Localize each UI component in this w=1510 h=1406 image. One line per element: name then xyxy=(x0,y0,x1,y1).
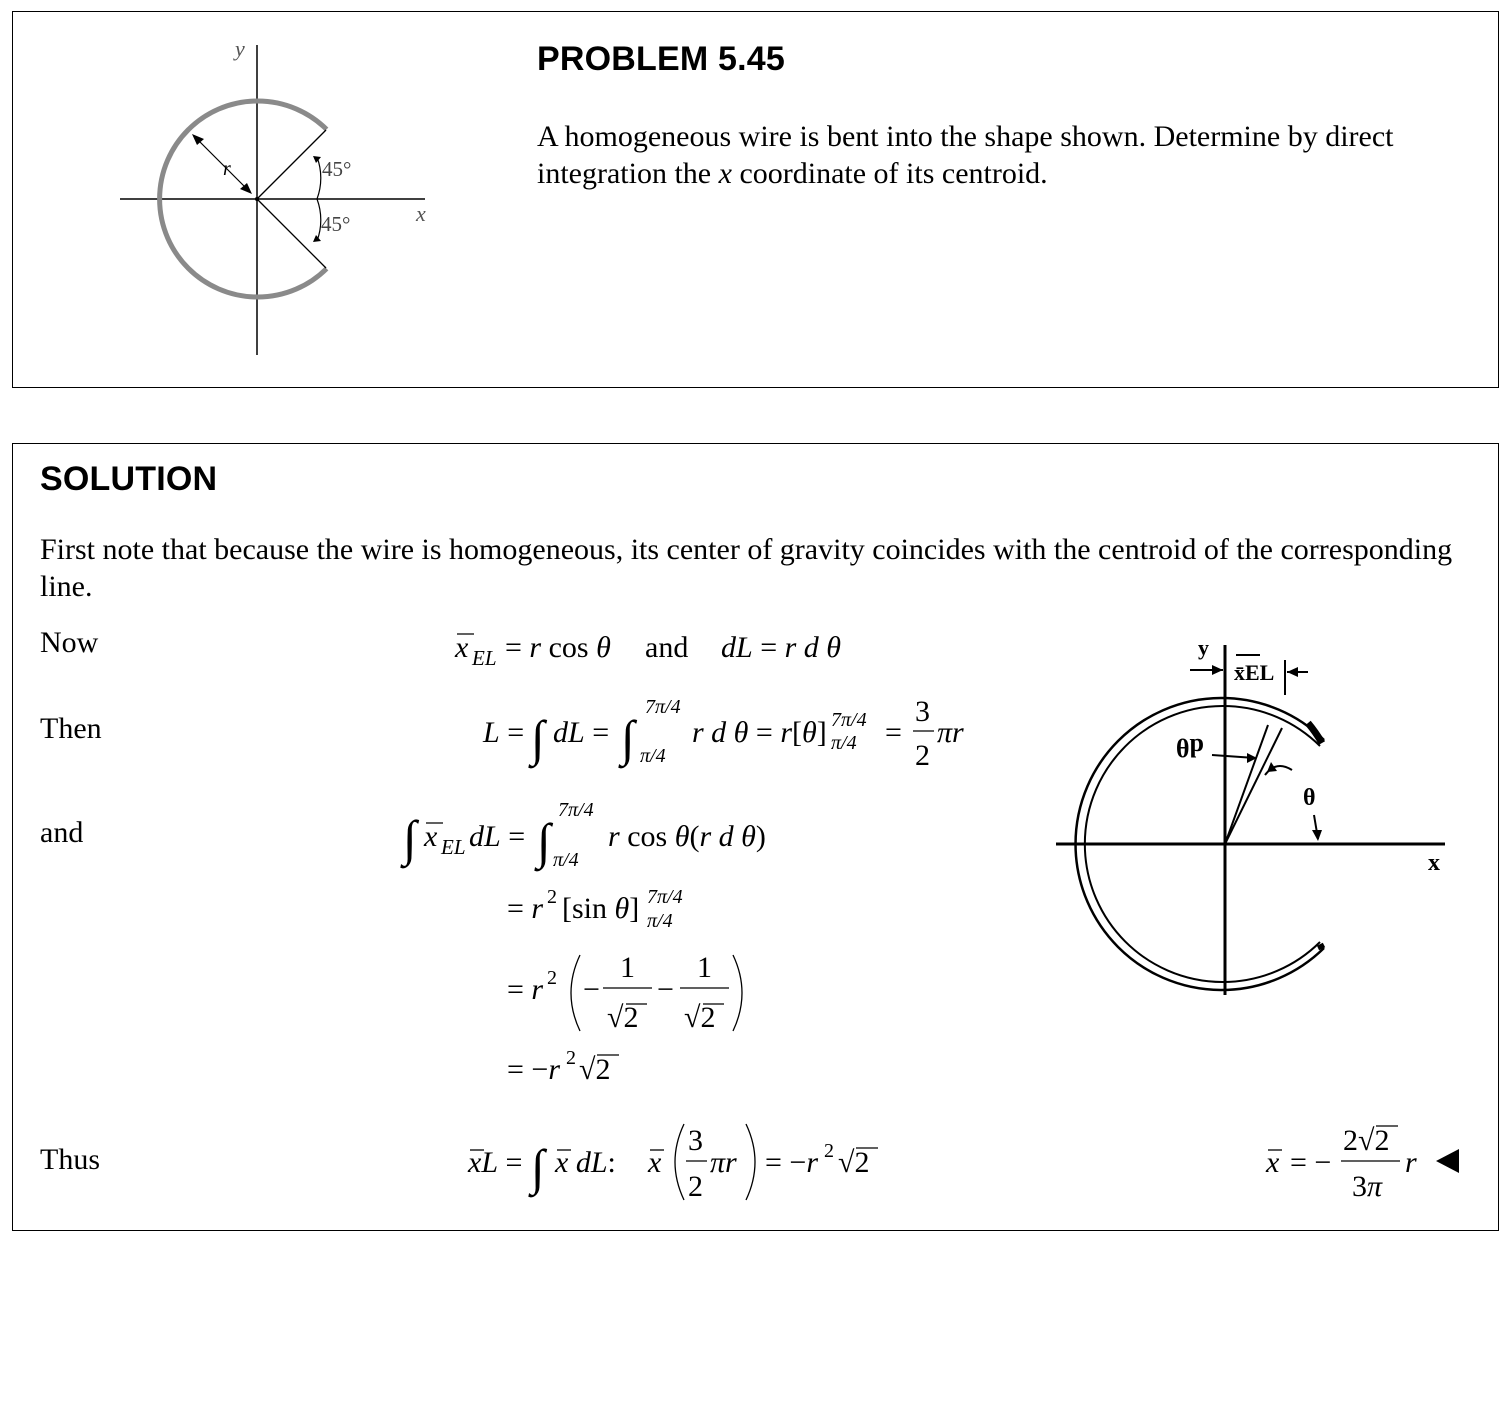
solution-heading: SOLUTION xyxy=(40,460,218,498)
svg-text:√2: √2 xyxy=(838,1146,870,1179)
svg-text:π/4: π/4 xyxy=(553,849,579,871)
label-and: and xyxy=(40,816,84,849)
solution-intro: First note that because the wire is homogeneous, its center of gravity coincides with the centroid of the corresponding line. xyxy=(40,533,1453,603)
svg-text:−: − xyxy=(657,973,674,1006)
svg-text:x: x xyxy=(648,1146,662,1179)
svg-text:= r cos θ: = r cos θ xyxy=(505,631,611,664)
equation-then xyxy=(482,695,964,772)
svg-text:1: 1 xyxy=(620,951,635,984)
y-axis-label: y xyxy=(235,36,245,61)
svg-text:EL: EL xyxy=(472,646,497,670)
dtheta-label: dθ xyxy=(1175,733,1204,762)
svg-text:dL = r d θ: dL = r d θ xyxy=(721,631,842,664)
label-thus: Thus xyxy=(40,1143,100,1176)
svg-text:x: x xyxy=(424,820,438,853)
label-now: Now xyxy=(40,626,99,659)
svg-text:EL: EL xyxy=(441,835,466,859)
svg-text:r: r xyxy=(1405,1146,1417,1179)
svg-text:= r: = r xyxy=(507,973,544,1006)
svg-text:7π/4: 7π/4 xyxy=(558,799,594,821)
svg-text:2: 2 xyxy=(824,1140,834,1162)
svg-text:= −r: = −r xyxy=(507,1053,561,1086)
answer-marker xyxy=(1436,1149,1459,1173)
svg-text:1: 1 xyxy=(697,951,712,984)
statement-var: x xyxy=(718,157,732,190)
angle-top-label: 45° xyxy=(322,157,352,181)
xel-label: x̄EL xyxy=(1234,660,1275,685)
svg-text:x: x xyxy=(455,631,469,664)
equation-step-1 xyxy=(507,886,683,932)
svg-text:2: 2 xyxy=(915,739,930,772)
equation-step-3 xyxy=(507,1047,619,1086)
svg-text:2√2: 2√2 xyxy=(1343,1124,1390,1157)
svg-text:∫: ∫ xyxy=(531,710,545,766)
radial-element-2 xyxy=(1225,728,1282,844)
svg-text:3: 3 xyxy=(688,1124,703,1157)
svg-text:= −r: = −r xyxy=(765,1146,819,1179)
svg-text:3: 3 xyxy=(915,695,930,728)
statement-part2: coordinate of its centroid. xyxy=(731,157,1048,190)
svg-text:∫: ∫ xyxy=(621,710,635,766)
solution-y-label: y xyxy=(1198,635,1209,660)
svg-text:[sin θ]: [sin θ] xyxy=(562,892,640,925)
equation-and xyxy=(400,799,766,872)
svg-text:x: x xyxy=(1266,1146,1280,1179)
radial-element-1 xyxy=(1225,725,1268,844)
svg-text:r d θ = r[θ]: r d θ = r[θ] xyxy=(692,716,827,749)
svg-text:x dL:: x dL: xyxy=(555,1146,616,1179)
problem-heading: PROBLEM 5.45 xyxy=(537,40,786,78)
svg-text:= −: = − xyxy=(1290,1146,1332,1179)
svg-text:r cos θ(r d θ): r cos θ(r d θ) xyxy=(608,820,766,853)
svg-text:dL =: dL = xyxy=(553,716,610,749)
theta-label: θ xyxy=(1303,785,1316,811)
angle-bottom-label: 45° xyxy=(321,212,351,236)
svg-text:2: 2 xyxy=(547,967,557,989)
svg-text:= r: = r xyxy=(507,892,544,925)
svg-text:7π/4: 7π/4 xyxy=(831,709,867,731)
equation-step-2 xyxy=(507,951,742,1034)
label-then: Then xyxy=(40,712,102,745)
svg-text:√2: √2 xyxy=(579,1053,611,1086)
svg-text:=: = xyxy=(885,716,902,749)
svg-text:7π/4: 7π/4 xyxy=(647,886,683,908)
svg-text:2: 2 xyxy=(547,886,557,908)
solution-x-label: x xyxy=(1428,850,1440,876)
svg-text:xL =: xL = xyxy=(468,1146,523,1179)
equation-thus xyxy=(467,1124,878,1203)
svg-text:L =: L = xyxy=(483,716,525,749)
svg-text:dL =: dL = xyxy=(469,820,526,853)
svg-text:√2: √2 xyxy=(607,1001,639,1034)
equation-now xyxy=(454,631,841,670)
svg-text:π/4: π/4 xyxy=(647,910,673,932)
svg-text:πr: πr xyxy=(710,1146,737,1179)
svg-text:∫: ∫ xyxy=(403,810,417,866)
svg-text:π/4: π/4 xyxy=(640,745,666,767)
svg-text:∫: ∫ xyxy=(531,1139,545,1195)
svg-text:3π: 3π xyxy=(1352,1170,1383,1203)
svg-text:−: − xyxy=(583,973,600,1006)
svg-text:7π/4: 7π/4 xyxy=(645,696,681,718)
svg-text:∫: ∫ xyxy=(537,813,551,869)
svg-text:2: 2 xyxy=(688,1170,703,1203)
svg-text:π/4: π/4 xyxy=(831,732,857,754)
solution-figure xyxy=(1050,625,1460,1005)
svg-text:πr: πr xyxy=(937,716,964,749)
svg-text:2: 2 xyxy=(566,1047,576,1069)
svg-text:and: and xyxy=(645,631,689,664)
x-axis-label: x xyxy=(416,201,426,226)
statement-part1: A homogeneous wire is bent into the shape shown. Determine by direct integration the xyxy=(537,120,1394,190)
svg-text:√2: √2 xyxy=(684,1001,716,1034)
r-label: r xyxy=(223,158,231,180)
final-answer xyxy=(1265,1124,1459,1203)
